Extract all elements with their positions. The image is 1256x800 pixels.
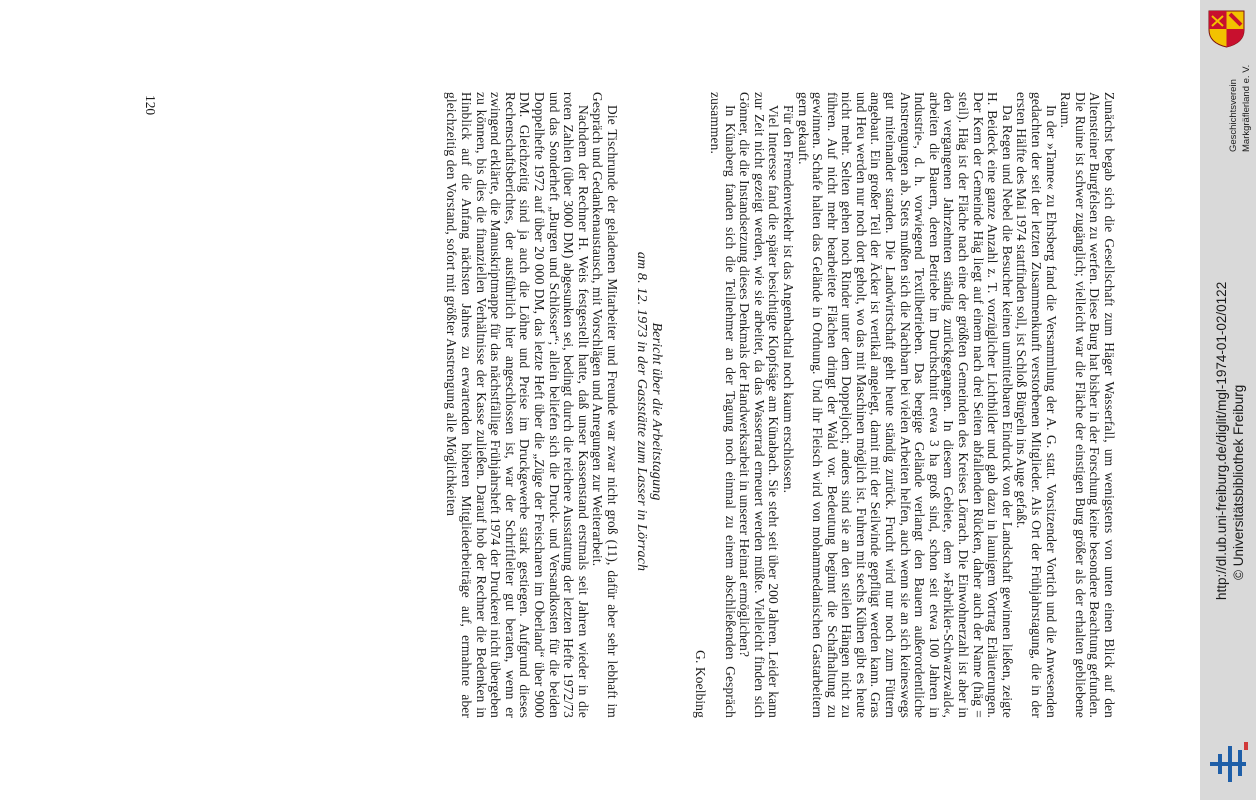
association-name — [1222, 58, 1256, 154]
association-line1: Geschichtsverein — [1228, 79, 1239, 152]
author-signature: G. Koelbing — [693, 650, 709, 718]
paragraph: Die Tischrunde der geladenen Mitarbeiter und Freunde war zwar nicht groß (11), dafür aber sehr lebhaft im Gespräch und Gedankenaustausch, mit Vorschlägen und Anregungen zur Weiterarbeit. — [590, 92, 620, 718]
section-heading-line1: Bericht über die Arbeitstagung — [648, 322, 664, 501]
text-column — [444, 92, 1116, 718]
source-url[interactable]: http://dl.ub.uni-freiburg.de/diglit/mgl-1974-01-02/0122 — [1214, 281, 1229, 600]
ub-freiburg-logo-icon — [1206, 740, 1250, 784]
page-number: 120 — [143, 95, 158, 116]
paragraph: In der »Tanne« zu Ehrsberg fand die Versammlung der A. G. statt. Vorsitzender Vortich und die Anwesenden gedachten der seit der letzten Zusammenkunft verstorbenen Mitglieder. Als Ort der Frühjahrstagung, die in der ersten Hälfte des Mai 1974 stattfinden soll, ist Schloß Bürgeln ins Auge gefaßt. — [1014, 92, 1059, 718]
association-crest-icon — [1203, 8, 1250, 48]
paragraph: In Künaberg fanden sich die Teilnehmer an der Tagung noch einmal zu einem abschließenden Gespräch zusammen. — [707, 92, 738, 718]
paragraph: Zunächst begab sich die Gesellschaft zum Häger Wasserfall, um wenigstens von unten einen Blick auf den Altensteiner Burgfelsen zu werfen. Diese Burg hat bisher in der Forschung keine besondere Beachtung gefunden. Die Ruine ist schwer zugänglich; vielleicht war die Fläche der einstigen Burg größer als der erhalten gebliebene Raum. — [1058, 92, 1117, 718]
section-heading-line2: am 8. 12. 1973 in der Gaststätte zum Lasser in Lörrach — [633, 251, 649, 572]
paragraph: Nachdem der Rechner H. Weis festgestellt hatte, daß unser Kassenstand erstmals seit Jahren wieder in die roten Zahlen (über 3000 DM) abgesunken sei, bedingt durch die reichere Ausstattung der letzten Hefte 1972/73 und das Sonderheft „Burgen und Schlösser“; allein beliefen sich die Druck- und Versandkosten für die beiden Doppelhefte 1972 auf über 20 000 DM, das letzte Heft über die „Züge der Freischaren im Oberland“ über 9000 DM. Gleichzeitig sind ja auch die Löhne und Preise im Druckgewerbe stark gestiegen. Aufgrund dieses Rechenschaftsberichtes, der ausführlich hier angeschlossen ist, war der Schriftleiter gut beraten, wenn er zwingend erklärte, die Manuskriptmappe für das nächstfällige Frühjahrsheft 1974 der Druckerei nicht übergeben zu können, bis dies die finanziellen Verhältnisse der Kasse zuließen. Darauf hob der Rechner die Bedenken in Hinblick auf die Anfang nächsten Jahres zu erwartenden höheren Mitgliederbeiträge auf, ermahnte aber gleichzeitig den Vorstand, sofort mit größter Anstrengung alle Möglichkeiten — [444, 92, 591, 718]
paragraph: Für den Fremdenverkehr ist das Angenbachtal noch kaum erschlossen. — [780, 105, 796, 494]
association-line2: Markgräflerland e. V. — [1241, 64, 1252, 152]
copyright-notice: © Universitätsbibliothek Freiburg — [1231, 384, 1246, 580]
paragraph: Viel Interesse fand die später besichtigte Klopfsäge am Künabach. Sie steht seit über 200 Jahren. Leider kann zur Zeit nicht gezeigt werden, wie sie arbeitet, da das Wasserrad erneuert werden müßte. Vielleicht finden sich Gönner, die die Instandsetzung dieses Denkmals der Handwerksarbeit in unserer Heimat ermöglichen? — [737, 92, 782, 718]
paragraph: Da Regen und Nebel die Besucher keinen unmittelbaren Eindruck von der Landschaft gewinnen ließen, zeigte H. Beideck eine ganze Anzahl z. T. vorzüglicher Lichtbilder und gab dazu in launigem Vortrag Erläuterungen. Der Kern der Gemeinde Häg liegt auf einem nach drei Seiten abfallenden Rücken, daher auch der Name (häg = steil). Häg ist der Fläche nach eine der größten Gemeinden des Kreises Lörrach. Die Einwohnerzahl ist aber in den vergangenen Jahrzehnten ständig zurückgegangen. In diesem Gebiete, dem »Fabrikler-Schwarzwald«, arbeiten die Bauern, deren Betriebe im Durchschnitt etwa 3 ha groß sind, schon seit etwa 100 Jahren in Industrie-, d. h. vorwiegend Textilbetrieben. Das bergige Gelände verlangt den Bauern außerordentliche Anstrengungen ab. Stets mußten sich die Nachbarn bei vielen Arbeiten helfen, auch wenn sie an sich keineswegs gut miteinander standen. Die Landwirtschaft geht heute ständig zurück. Frucht wird nur noch zum Füttern angebaut. Ein großer Teil der Äcker ist vertikal angelegt, damit mit der Seilwinde gepflügt werden kann. Gras und Heu werden nur noch dort geholt, wo das mit Maschinen möglich ist. Fuhren mit sechs Kühen gibt es heute nicht mehr. Selten gehen noch Rinder unter dem Doppeljoch; anders sind sie an den steilen Hängen nicht zu führen. Auf nicht mehr bearbeitete Flächen dringt der Wald vor. Bedeutung beginnt die Schafhaltung zu gewinnen. Schafe halten das Gelände in Ordnung. Und ihr Fleisch wird von mohammedanischen Gastarbeitern gern gekauft. — [795, 92, 1015, 718]
source-url-block — [1211, 160, 1251, 630]
